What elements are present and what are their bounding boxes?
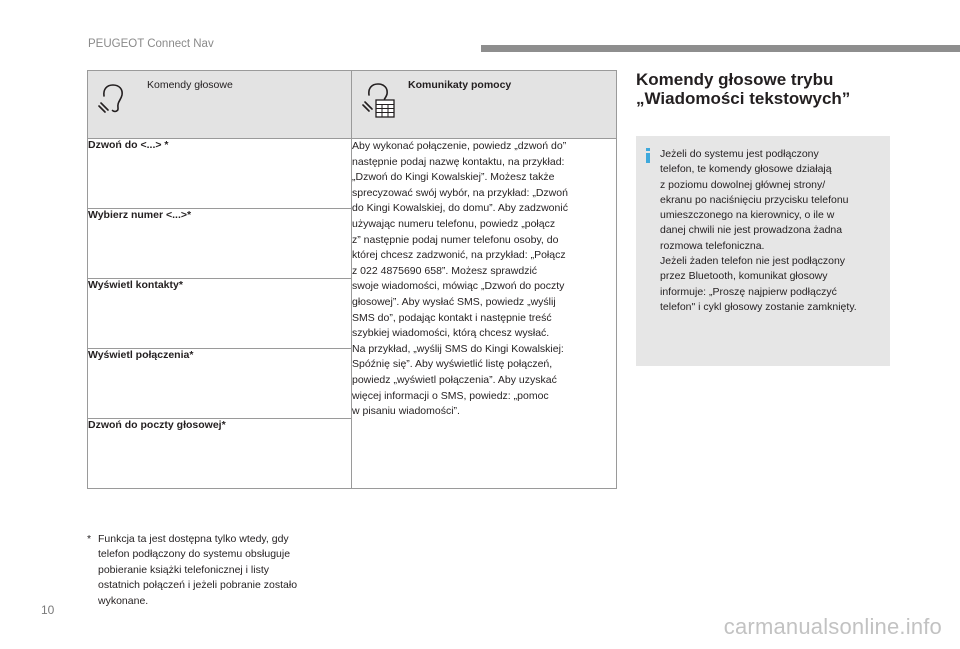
footnote-text: Funkcja ta jest dostępna tylko wtedy, gdy telefon podłączony do systemu obsługuje pobieranie książki telefonicznej i listy ostatnich połączeń i jeżeli pobranie zostało wykonane.	[98, 533, 298, 607]
command-cell: Wyświetl połączenia*	[88, 349, 352, 419]
voice-command-icon	[98, 83, 130, 118]
footnote	[87, 532, 347, 609]
commands-header-cell	[88, 71, 352, 139]
info-text: Jeżeli do systemu jest podłączony telefon, te komendy głosowe działają z poziomu dowolnej głównej strony/ ekranu po naciśnięciu przycisku telefonu umieszczonego na kierownicy, o ile w danej chwili nie jest prowadzona żadna rozmowa telefoniczna. Jeżeli żaden telefon nie jest podłączony przez Bluetooth, komunikat głosowy informuje: „Proszę najpierw podłączyć telefon" i cykl głosowy zostanie zamknięty.	[660, 148, 857, 313]
info-icon	[645, 148, 651, 168]
page-number: 10	[41, 603, 55, 617]
section-title: Komendy głosowe trybu „Wiadomości tekstowych”	[636, 70, 851, 108]
help-header-cell	[352, 71, 617, 139]
voice-help-icon	[362, 81, 396, 124]
info-box	[636, 136, 890, 366]
document-header-title: PEUGEOT Connect Nav	[88, 38, 214, 50]
table-row	[88, 139, 617, 209]
voice-commands-table	[87, 70, 617, 489]
watermark: carmanualsonline.info	[723, 614, 942, 639]
command-cell: Wybierz numer <...>*	[88, 209, 352, 279]
command-cell: Dzwoń do poczty głosowej*	[88, 419, 352, 489]
help-text: Aby wykonać połączenie, powiedz „dzwoń do” następnie podaj nazwę kontaktu, na przykład: „Dzwoń do Kingi Kowalskiej”. Możesz także sprecyzować swój wybór, na przykład: „Dzwoń do Kingi Kowalskiej, do domu”. Aby zadzwonić używając numeru telefonu, powiedz „połącz z” następnie podaj numer telefonu osoby, do której chcesz zadzwonić, na przykład: „Połącz z 022 4875690 658”. Możesz sprawdzić swoje wiadomości, mówiąc „Dzwoń do poczty głosowej”. Aby wysłać SMS, powiedz „wyślij SMS do”, podając kontakt i następnie treść szybkiej wiadomości, którą chcesz wysłać. Na przykład, „wyślij SMS do Kingi Kowalskiej: Spóźnię się”. Aby wyświetlić listę połączeń, powiedz „wyświetl połączenia”. Aby uzyskać więcej informacji o SMS, powiedz: „pomoc w pisaniu wiadomości”.	[352, 140, 568, 418]
table-header-row	[88, 71, 617, 139]
header-bar	[481, 45, 960, 52]
help-text-cell	[352, 139, 617, 489]
command-cell: Dzwoń do <...> *	[88, 139, 352, 209]
command-cell: Wyświetl kontakty*	[88, 279, 352, 349]
footnote-marker: *	[87, 533, 92, 545]
commands-header-label: Komendy głosowe	[147, 79, 233, 91]
help-header-label: Komunikaty pomocy	[408, 79, 512, 91]
